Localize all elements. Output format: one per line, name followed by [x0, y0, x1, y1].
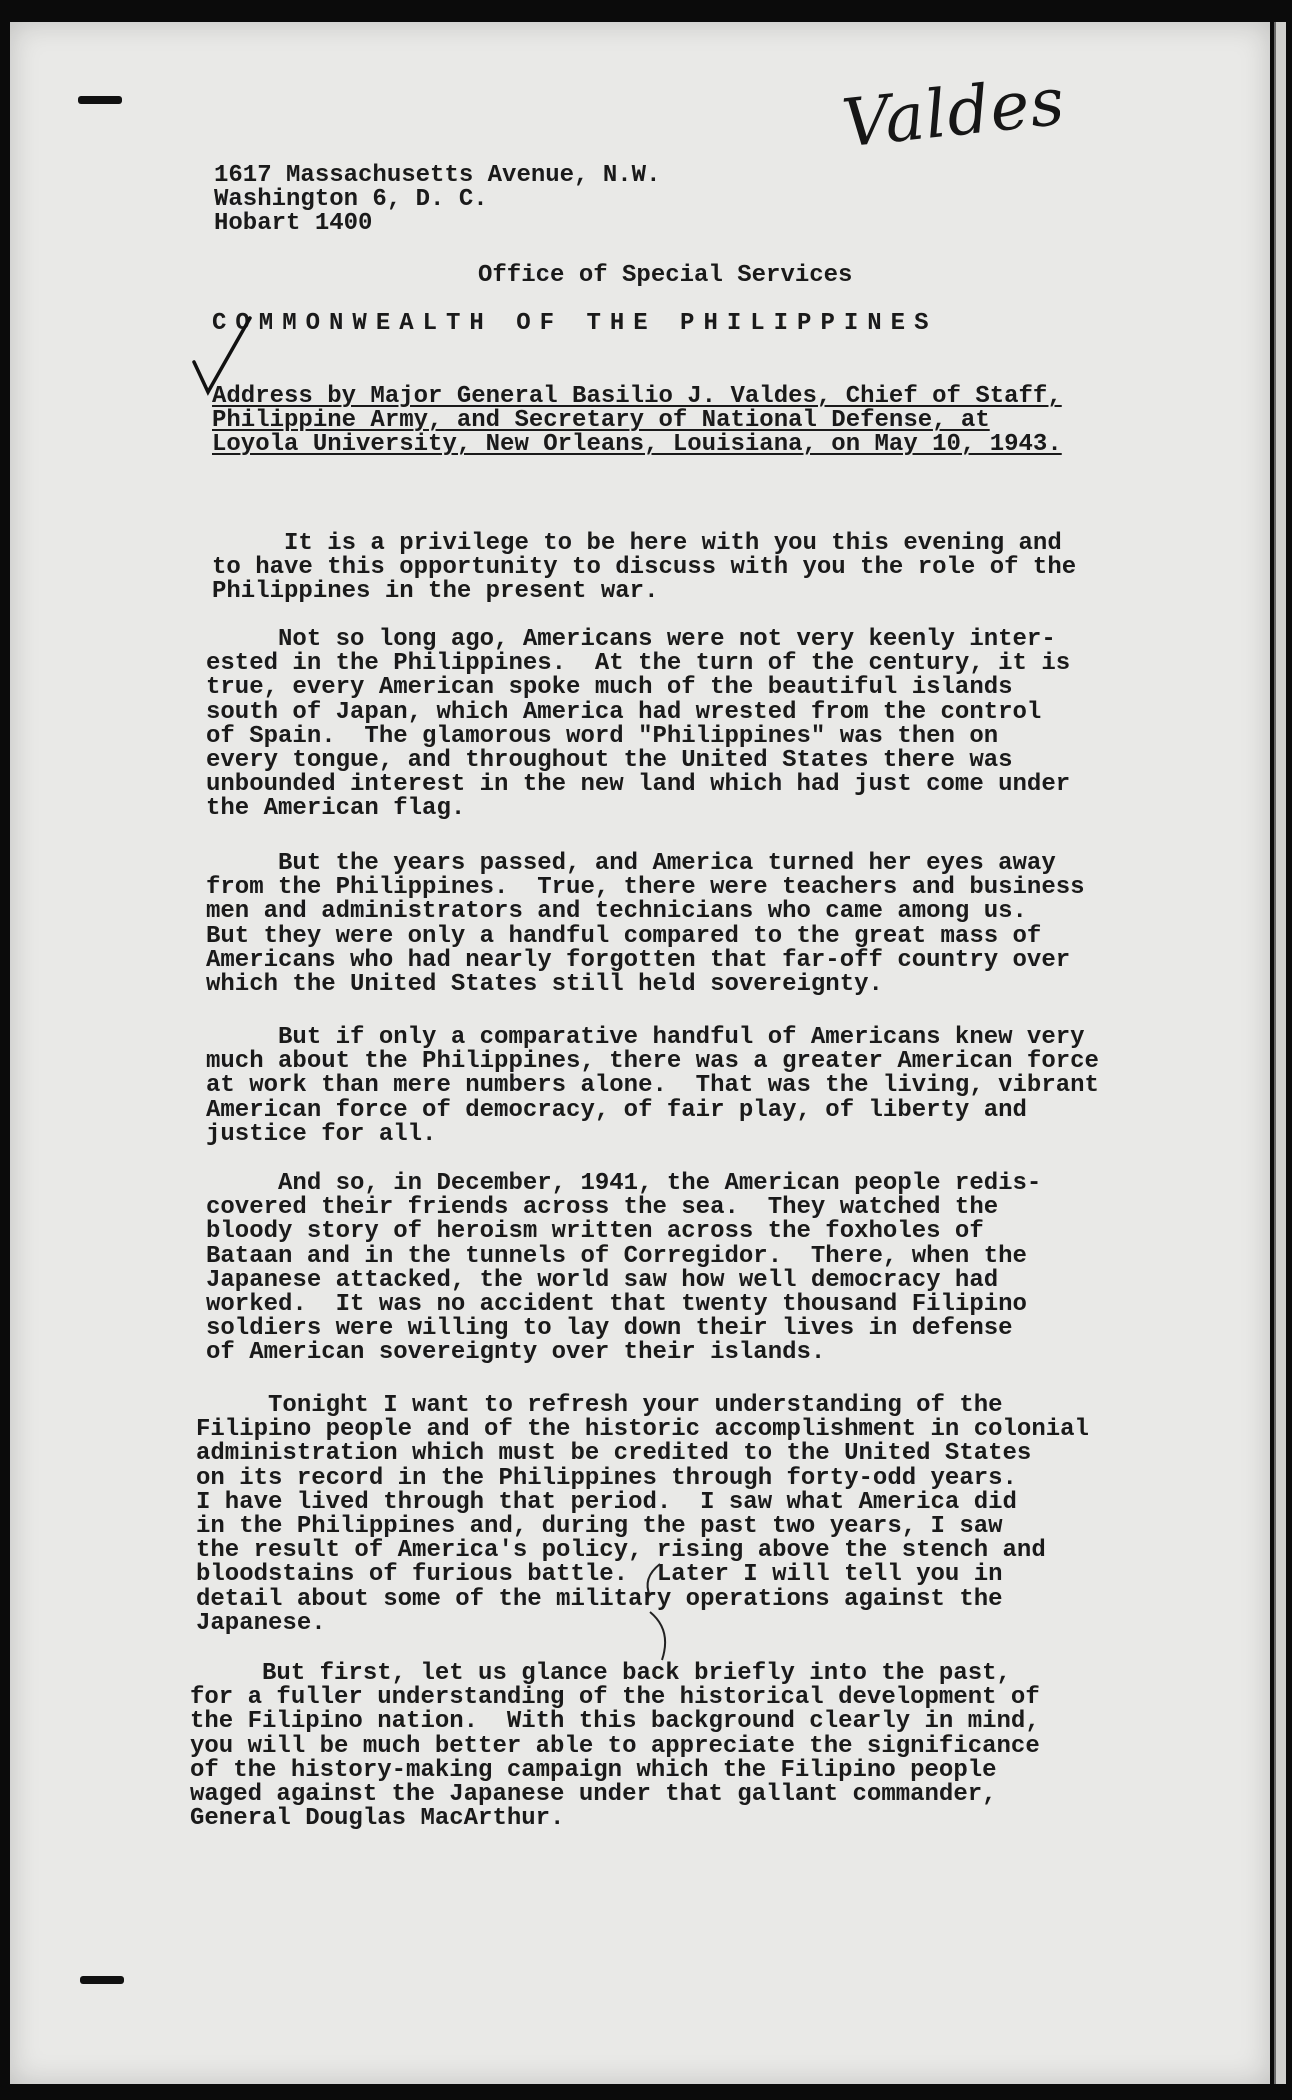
address-line-1: 1617 Massachusetts Avenue, N.W.	[214, 162, 661, 189]
title-line-2: Philippine Army, and Secretary of National Defense, at	[212, 407, 990, 434]
address-title	[212, 385, 1062, 457]
paragraph-4: But if only a comparative handful of Americans knew very much about the Philippines, there was a greater American force at work than mere numbers alone. That was the living, vibrant American force of democracy, of fair play, of liberty and justice for all.	[206, 1024, 1099, 1148]
handwritten-name: Valdes	[838, 62, 1069, 163]
address-line-2: Washington 6, D. C.	[214, 186, 488, 213]
paragraph-1: It is a privilege to be here with you this evening and to have this opportunity to discuss with you the role of the Philippines in the present war.	[212, 530, 1077, 606]
letterhead-address	[214, 164, 660, 236]
paragraph-5: And so, in December, 1941, the American people redis- covered their friends across the sea. They watched the bloody story of heroism written across the foxholes of Bataan and in the tunnels of Corregidor. There, when the Japanese attacked, the world saw how well democracy had worked. It was no accident that twenty thousand Filipino soldiers were willing to lay down their lives in defense of American sovereignty over their islands.	[206, 1170, 1042, 1367]
bracket-mark-icon	[640, 1556, 700, 1666]
paragraph-3: But the years passed, and America turned her eyes away from the Philippines. True, there were teachers and business men and administrators and technicians who came among us. But they were only a handful compared to the great mass of Americans who had nearly forgotten that far-off country over which the United States still held sovereignty.	[206, 850, 1085, 999]
punch-mark-bottom	[80, 1976, 124, 1984]
title-line-3: Loyola University, New Orleans, Louisiana, on May 10, 1943.	[212, 431, 1062, 458]
phone-line: Hobart 1400	[214, 210, 373, 237]
commonwealth-heading: COMMONWEALTH OF THE PHILIPPINES	[212, 310, 938, 337]
paragraph-2: Not so long ago, Americans were not very keenly inter- ested in the Philippines. At the turn of the century, it is true, every American spoke much of the beautiful islands south of Japan, which America had wrested from the control of Spain. The glamorous word "Philippines" was then on every tongue, and throughout the United States there was unbounded interest in the new land which had just come under the American flag.	[206, 626, 1071, 823]
office-heading: Office of Special Services	[478, 262, 853, 289]
paragraph-6: Tonight I want to refresh your understanding of the Filipino people and of the historic accomplishment in colonial administration which must be credited to the United States on its record in the Philippines through forty-odd years. I have lived through that period. I saw what America did in the Philippines and, during the past two years, I saw the result of America's policy, rising above the stench and bloodstains of furious battle. Later I will tell you in detail about some of the military operations against the Japanese.	[196, 1392, 1089, 1637]
title-line-1: Address by Major General Basilio J. Valdes, Chief of Staff,	[212, 383, 1062, 410]
punch-mark-top	[78, 96, 122, 104]
paragraph-7: But first, let us glance back briefly into the past, for a fuller understanding of the historical development of the Filipino nation. With this background clearly in mind, you will be much better able to appreciate the significance of the history-making campaign which the Filipino people waged against the Japanese under that gallant commander, General Douglas MacArthur.	[190, 1660, 1040, 1833]
page-edge	[1274, 22, 1286, 2084]
